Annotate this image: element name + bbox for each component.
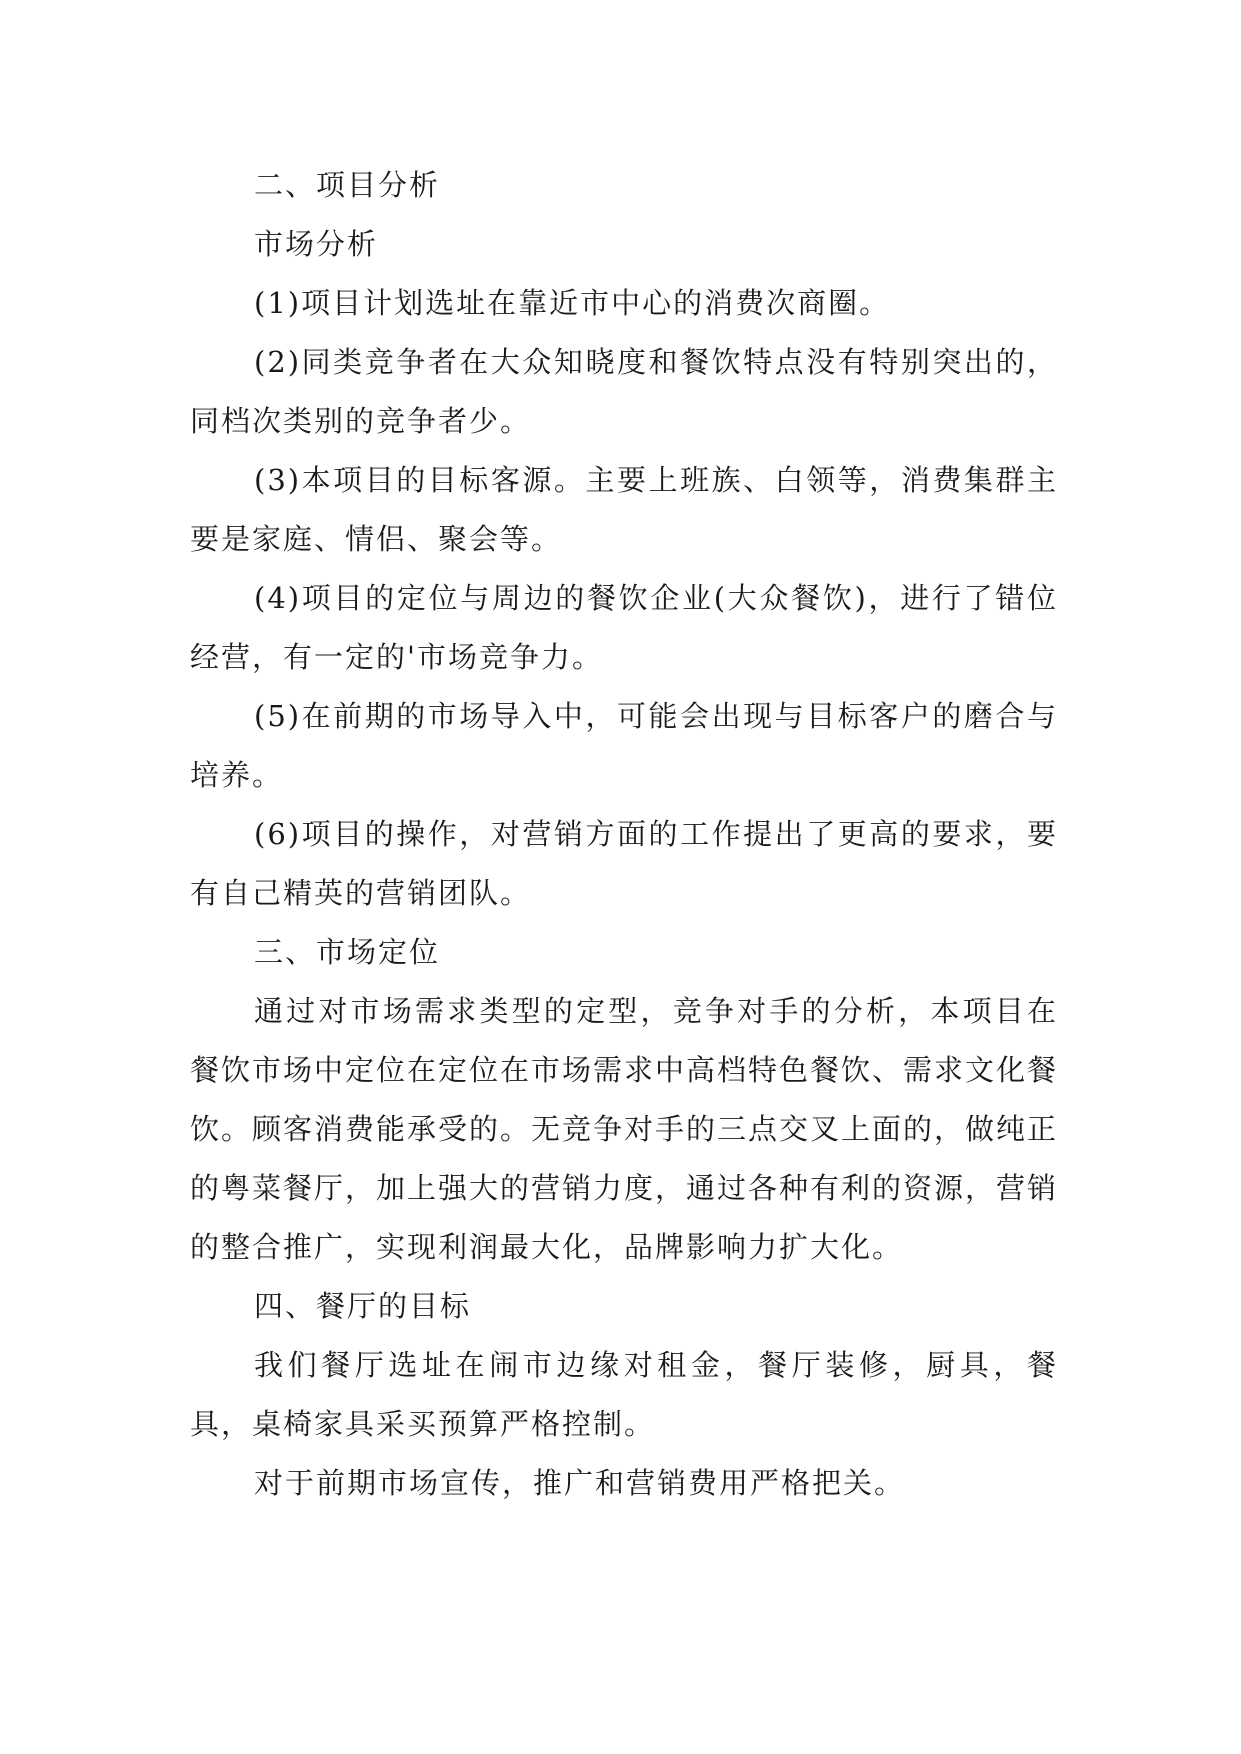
paragraph-item-1: (1)项目计划选址在靠近市中心的消费次商圈。	[254, 286, 891, 320]
paragraph-item-2: (2)同类竞争者在大众知晓度和餐饮特点没有特别突出的，同档次类别的竞争者少。	[190, 345, 1058, 438]
paragraph-item-6: (6)项目的操作，对营销方面的工作提出了更高的要求，要有自己精英的营销团队。	[190, 817, 1058, 910]
paragraph-market-positioning: 通过对市场需求类型的定型，竞争对手的分析，本项目在餐饮市场中定位在定位在市场需求中高档特色餐饮、需求文化餐饮。顾客消费能承受的。无竞争对手的三点交叉上面的，做纯正的粤菜餐厅，加上强大的营销力度，通过各种有利的资源，营销的整合推广，实现利润最大化，品牌影响力扩大化。	[190, 994, 1059, 1264]
paragraph-item-5: (5)在前期的市场导入中，可能会出现与目标客户的磨合与培养。	[190, 699, 1058, 792]
paragraph-item-4: (4)项目的定位与周边的餐饮企业(大众餐饮)，进行了错位经营，有一定的'市场竞争力。	[190, 581, 1058, 674]
paragraph-marketing-costs: 对于前期市场宣传，推广和营销费用严格把关。	[254, 1466, 906, 1500]
document-body	[190, 156, 1058, 1513]
subheading-market-analysis: 市场分析	[254, 227, 379, 261]
section-heading-project-analysis: 二、项目分析	[254, 168, 441, 202]
section-heading-market-positioning: 三、市场定位	[254, 935, 441, 969]
paragraph-item-3: (3)本项目的目标客源。主要上班族、白领等，消费集群主要是家庭、情侣、聚会等。	[190, 463, 1058, 556]
paragraph-budget-control: 我们餐厅选址在闹市边缘对租金，餐厅装修，厨具，餐具，桌椅家具采买预算严格控制。	[190, 1348, 1058, 1441]
section-heading-restaurant-goals: 四、餐厅的目标	[254, 1289, 472, 1323]
